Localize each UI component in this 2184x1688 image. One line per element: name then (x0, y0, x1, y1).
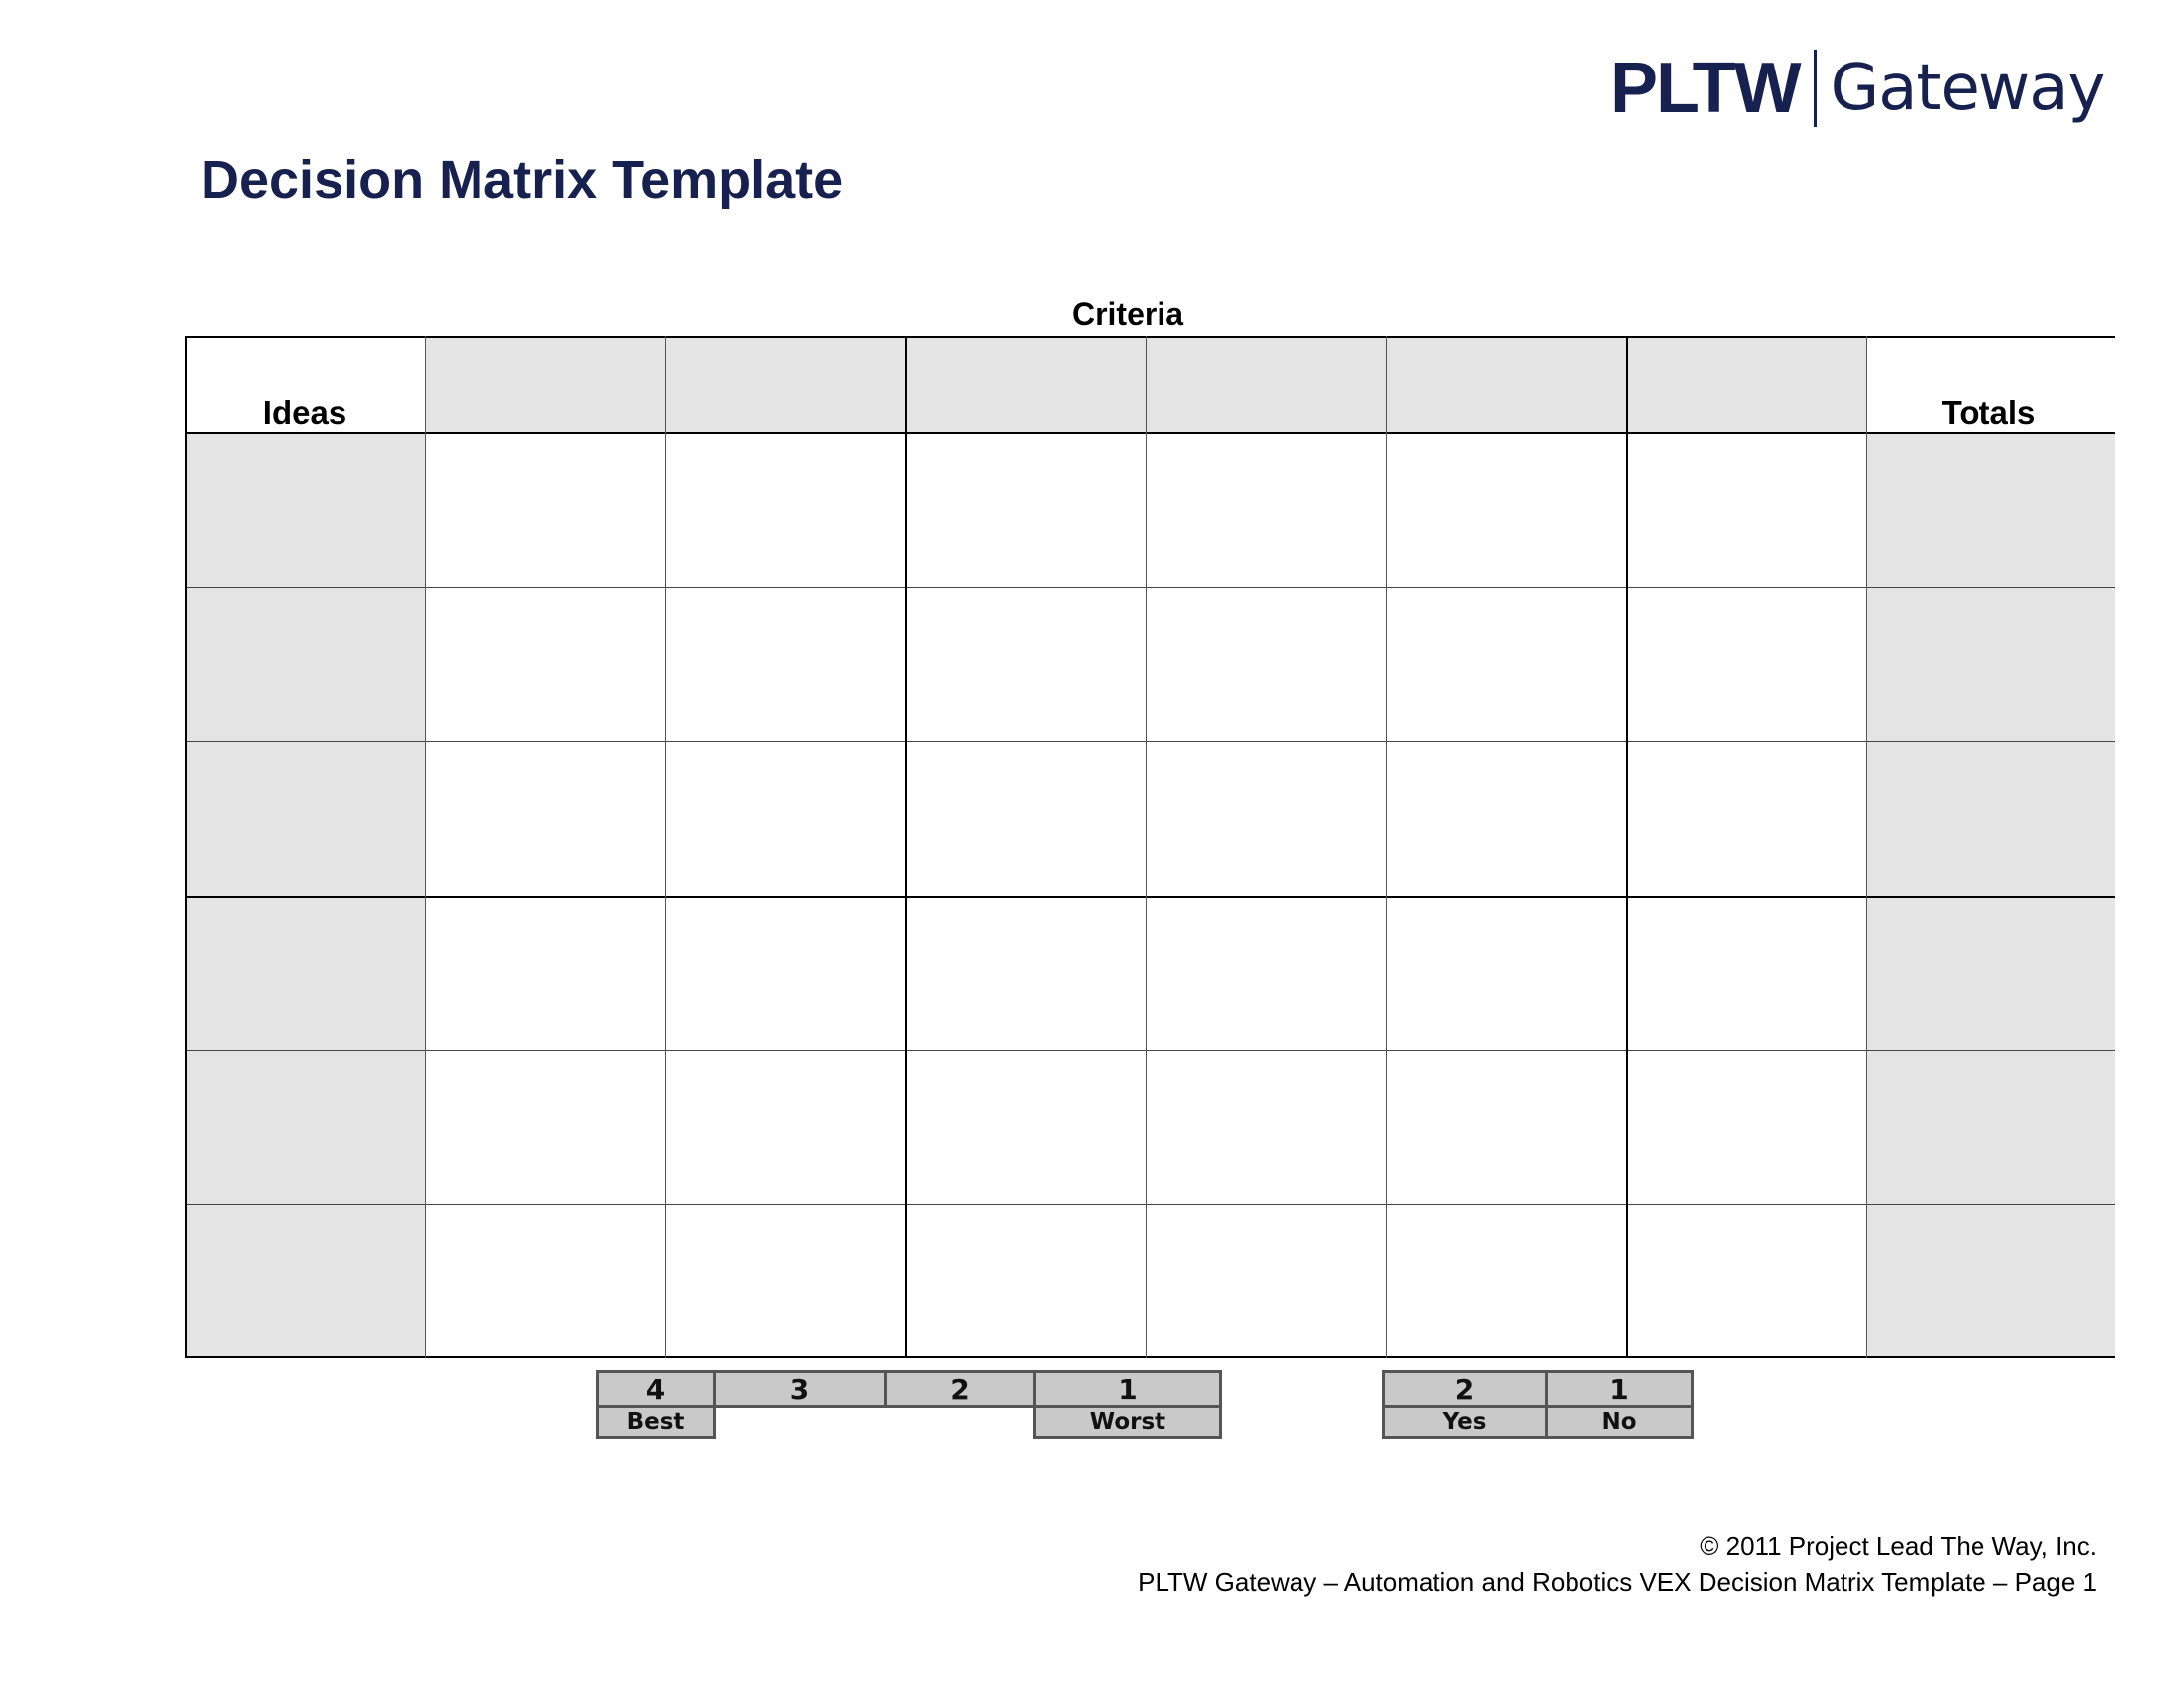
criteria-header-cell (425, 336, 665, 432)
grid-column-line (665, 336, 666, 1358)
pltw-gateway-logo (1610, 46, 2104, 131)
grid-column-line (425, 336, 426, 1358)
criteria-header-cell (905, 336, 1146, 432)
grid-column-line (1866, 336, 1867, 1358)
score-cell (1386, 587, 1626, 742)
score-cell (1146, 587, 1386, 742)
yes-label: Yes (1382, 1405, 1548, 1439)
score-cell (1146, 741, 1386, 896)
score-cell (905, 741, 1146, 896)
total-cell (1866, 432, 2115, 587)
scale-value-3: 3 (713, 1370, 887, 1408)
grid-column-line (1146, 336, 1147, 1358)
logo-separator (1814, 50, 1817, 127)
idea-cell (185, 432, 425, 587)
score-cell (1146, 896, 1386, 1051)
grid-column-line (1386, 336, 1387, 1358)
total-cell (1866, 896, 2115, 1051)
idea-cell (185, 587, 425, 742)
copyright-notice: © 2011 Project Lead The Way, Inc. (1700, 1531, 2097, 1561)
score-cell (1626, 1204, 1866, 1359)
grid-column-line (1626, 336, 1628, 1358)
score-cell (665, 1204, 905, 1359)
ideas-label: Ideas (262, 394, 347, 431)
grid-row-line (185, 587, 2115, 588)
score-cell (1626, 587, 1866, 742)
score-cell (665, 432, 905, 587)
total-cell (1866, 587, 2115, 742)
no-label: No (1545, 1405, 1694, 1439)
yesno-value-1: 1 (1545, 1370, 1694, 1408)
criteria-header-cell (665, 336, 905, 432)
criteria-header-cell (1146, 336, 1386, 432)
scale-value-1: 1 (1033, 1370, 1222, 1408)
score-cell (425, 1204, 665, 1359)
score-cell (425, 1050, 665, 1204)
score-cell (665, 587, 905, 742)
score-cell (1386, 741, 1626, 896)
score-cell (425, 587, 665, 742)
score-cell (425, 741, 665, 896)
score-cell (1146, 1204, 1386, 1359)
score-cell (905, 896, 1146, 1051)
score-cell (425, 432, 665, 587)
score-cell (1626, 741, 1866, 896)
idea-cell (185, 896, 425, 1051)
criteria-header-cell (1626, 336, 1866, 432)
page-info: PLTW Gateway – Automation and Robotics VEX Decision Matrix Template – Page 1 (1138, 1567, 2097, 1597)
logo-subtitle: Gateway (1830, 52, 2105, 125)
criteria-header-cell (1386, 336, 1626, 432)
score-cell (1386, 1050, 1626, 1204)
scale-best-label: Best (596, 1405, 716, 1439)
total-cell (1866, 1050, 2115, 1204)
score-cell (1626, 1050, 1866, 1204)
score-cell (425, 896, 665, 1051)
score-cell (665, 1050, 905, 1204)
grid-row-line (185, 741, 2115, 742)
idea-cell (185, 1050, 425, 1204)
decision-matrix (185, 336, 2115, 1358)
grid-column-line (185, 336, 187, 1358)
grid-row-line (185, 896, 2115, 898)
totals-label: Totals (1941, 394, 2036, 431)
scale-value-4: 4 (596, 1370, 716, 1408)
score-cell (1146, 1050, 1386, 1204)
score-cell (1386, 896, 1626, 1051)
criteria-label: Criteria (1071, 296, 1184, 332)
total-cell (1866, 1204, 2115, 1359)
score-cell (905, 1050, 1146, 1204)
idea-cell (185, 741, 425, 896)
page-title: Decision Matrix Template (201, 150, 844, 210)
score-cell (1626, 432, 1866, 587)
score-cell (1386, 1204, 1626, 1359)
scale-value-2: 2 (884, 1370, 1036, 1408)
yesno-value-2: 2 (1382, 1370, 1548, 1408)
grid-row-line (185, 1356, 2115, 1358)
grid-row-line (185, 1050, 2115, 1051)
score-cell (1146, 432, 1386, 587)
score-cell (1386, 432, 1626, 587)
grid-column-line (905, 336, 907, 1358)
scale-worst-label: Worst (1033, 1405, 1222, 1439)
score-cell (1626, 896, 1866, 1051)
score-cell (665, 741, 905, 896)
score-cell (905, 587, 1146, 742)
grid-row-line (185, 1204, 2115, 1205)
score-cell (665, 896, 905, 1051)
idea-cell (185, 1204, 425, 1359)
logo-mark: PLTW (1610, 49, 1800, 128)
score-cell (905, 1204, 1146, 1359)
score-cell (905, 432, 1146, 587)
grid-row-line (185, 432, 2115, 434)
total-cell (1866, 741, 2115, 896)
grid-row-line (185, 336, 2115, 338)
